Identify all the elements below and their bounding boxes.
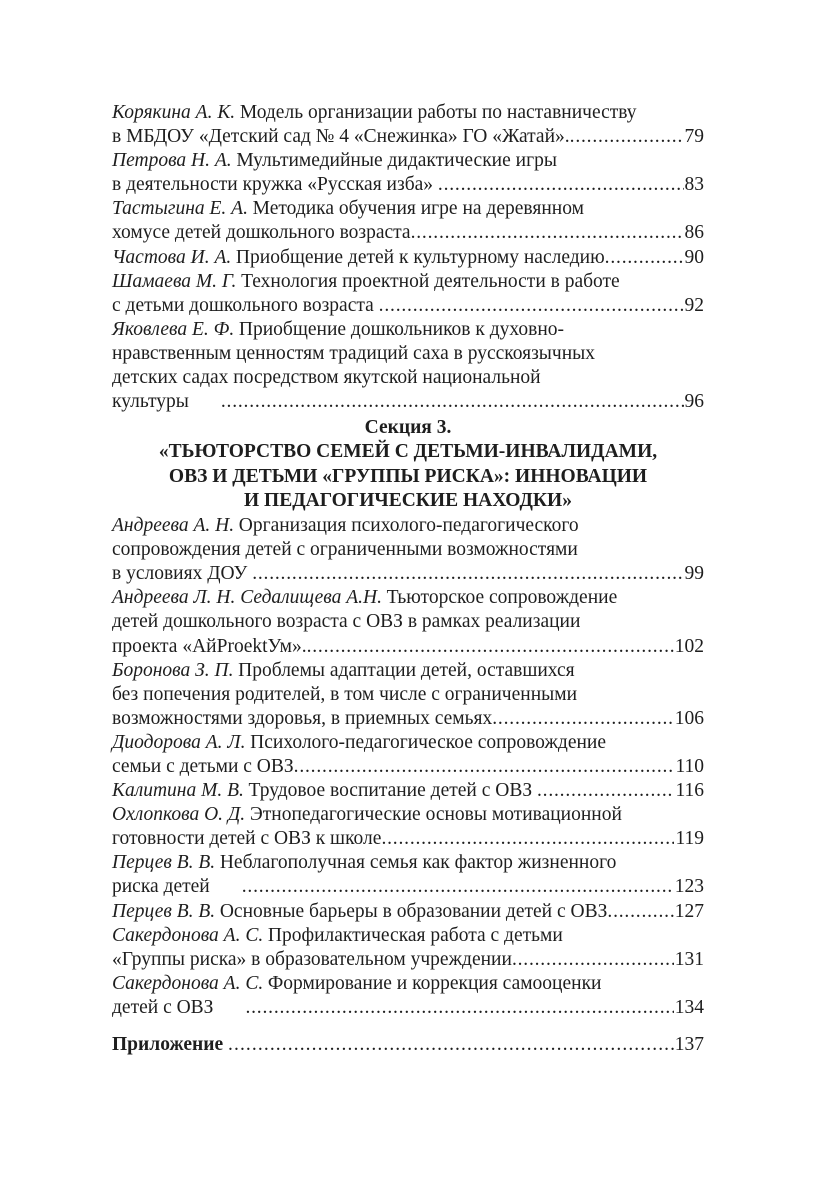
toc-line — [112, 586, 704, 610]
toc-title-text: «Группы риска» в образовательном учреждении — [112, 948, 512, 970]
toc-line — [112, 851, 704, 875]
toc-line — [112, 875, 704, 899]
section-heading-line: ОВЗ И ДЕТЬМИ «ГРУППЫ РИСКА»: ИННОВАЦИИ — [168, 465, 648, 487]
section-heading-line: Секция 3. — [364, 417, 452, 439]
page-number: 116 — [675, 780, 704, 802]
toc-title-text: Профилактическая работа с детьми — [267, 924, 563, 946]
dot-leader — [242, 875, 674, 899]
toc-line — [112, 707, 704, 731]
toc-author: Боронова З. П. — [112, 659, 234, 681]
toc-entry — [112, 803, 704, 851]
toc-title-text: Модель организации работы по наставничеству — [239, 102, 637, 123]
page-number: 92 — [684, 294, 704, 316]
toc-line — [112, 562, 704, 586]
toc-author: Яковлева Е. Ф. — [112, 318, 235, 340]
page-number: 127 — [674, 900, 704, 922]
dot-leader — [570, 125, 684, 149]
toc-title-text: в МБДОУ «Детский сад № 4 «Снежинка» ГО «Жатай». — [112, 126, 570, 148]
toc-entry — [112, 779, 704, 803]
toc-title-text: детей дошкольного возраста с ОВЗ в рамках реализации — [112, 611, 581, 633]
dot-leader — [379, 294, 684, 318]
toc-title-text: Тьюторское сопровождение — [386, 587, 618, 609]
toc-line — [112, 755, 704, 779]
toc-line — [112, 514, 704, 538]
toc-title-text: Технология проектной деятельности в работе — [241, 270, 620, 292]
toc-entry — [112, 900, 704, 924]
toc-line — [112, 246, 704, 270]
toc-author: Охлопкова О. Д. — [112, 804, 246, 826]
toc-title-text: в деятельности кружка «Русская изба» — [112, 174, 438, 196]
page-number: 90 — [684, 246, 704, 268]
page-number: 131 — [674, 948, 704, 970]
toc-line — [112, 390, 704, 414]
toc-title-text: хомусе детей дошкольного возраста — [112, 222, 411, 244]
toc-entry — [112, 731, 704, 779]
toc-line — [112, 827, 704, 851]
toc-title-text: нравственным ценностям традиций саха в русскоязычных — [112, 342, 595, 364]
page-number: 134 — [674, 996, 704, 1018]
toc-entry — [112, 586, 704, 658]
toc-title-text: с детьми дошкольного возраста — [112, 294, 379, 316]
dot-leader — [228, 1033, 674, 1057]
page-number: 96 — [684, 391, 704, 413]
toc-title-text: Основные барьеры в образовании детей с ОВЗ — [219, 900, 608, 922]
toc-line — [112, 1033, 704, 1057]
toc-author: Перцев В. В. — [112, 900, 216, 922]
page-number: 110 — [675, 755, 704, 777]
toc-entry — [112, 197, 704, 245]
section-heading — [112, 416, 704, 513]
toc-line — [112, 996, 704, 1020]
page-number: 79 — [684, 126, 704, 148]
toc-title-text: без попечения родителей, в том числе с ограниченными — [112, 683, 578, 705]
page-number: 137 — [674, 1034, 704, 1055]
toc-title-text: Психолого-педагогическое сопровождение — [250, 731, 607, 753]
toc-entry — [112, 246, 704, 270]
toc-author: Петрова Н. А. — [112, 150, 232, 172]
toc-entry — [112, 318, 704, 414]
toc-title-text: готовности детей с ОВЗ к школе — [112, 828, 382, 850]
toc-line — [112, 342, 704, 366]
toc-title-text: в условиях ДОУ — [112, 563, 253, 585]
dot-leader — [605, 246, 684, 270]
toc-line — [112, 779, 704, 803]
toc-title-text: детских садах посредством якутской национальной — [112, 367, 541, 389]
toc-line — [112, 318, 704, 342]
toc-title-text: Проблемы адаптации детей, оставшихся — [238, 659, 575, 681]
toc-entry — [112, 924, 704, 972]
toc-author: Частова И. А. — [112, 246, 232, 268]
toc-title-text: Трудовое воспитание детей с ОВЗ — [248, 780, 537, 802]
toc-title-text: Этнопедагогические основы мотивационной — [249, 804, 622, 826]
toc-line — [112, 125, 704, 149]
table-of-contents — [112, 101, 704, 1057]
dot-leader — [411, 221, 684, 245]
toc-entry — [112, 514, 704, 586]
toc-entry — [112, 149, 704, 197]
toc-title-text: Формирование и коррекция самооценки — [267, 972, 602, 994]
dot-leader — [307, 635, 674, 659]
toc-line — [112, 101, 704, 125]
toc-line — [112, 924, 704, 948]
page-number: 99 — [684, 563, 704, 585]
toc-line — [112, 683, 704, 707]
toc-author: Андреева Л. Н. Седалищева А.Н. — [112, 587, 382, 609]
toc-title-text: Мультимедийные дидактические игры — [236, 150, 557, 172]
toc-title-text: Методика обучения игре на деревянном — [252, 198, 584, 220]
toc-title-text: Приложение — [112, 1034, 228, 1055]
toc-title-text: возможностями здоровья, в приемных семьях — [112, 707, 493, 729]
toc-title-text: Организация психолого-педагогического — [238, 515, 579, 537]
toc-author: Шамаева М. Г. — [112, 270, 237, 292]
toc-line — [112, 197, 704, 221]
toc-line — [112, 948, 704, 972]
dot-leader — [252, 562, 683, 586]
toc-line — [112, 803, 704, 827]
toc-title-text: Неблагополучная семья как фактор жизненного — [219, 852, 617, 874]
section-heading-line: И ПЕДАГОГИЧЕСКИЕ НАХОДКИ» — [244, 489, 572, 511]
toc-title-text: Приобщение дошкольников к духовно- — [238, 318, 565, 340]
toc-author: Андреева А. Н. — [112, 515, 235, 537]
toc-title-text: сопровождения детей с ограниченными возможностями — [112, 539, 578, 561]
page-number: 106 — [674, 707, 704, 729]
toc-author: Тастыгина Е. А. — [112, 198, 248, 220]
toc-line — [112, 635, 704, 659]
toc-line — [112, 972, 704, 996]
toc-entry — [112, 972, 704, 1020]
toc-entry — [112, 659, 704, 731]
toc-line — [112, 538, 704, 562]
dot-leader — [537, 779, 674, 803]
toc-author: Сакердонова А. С. — [112, 924, 264, 946]
dot-leader — [381, 827, 674, 851]
toc-entry — [112, 101, 704, 149]
page-number: 83 — [684, 174, 704, 196]
toc-author: Сакердонова А. С. — [112, 972, 264, 994]
page-number: 123 — [674, 876, 704, 898]
toc-title-text: риска детей — [112, 876, 210, 898]
toc-title-text: семьи с детьми с ОВЗ — [112, 755, 294, 777]
toc-author: Диодорова А. Л. — [112, 731, 246, 753]
toc-line — [112, 659, 704, 683]
toc-line — [112, 221, 704, 245]
toc-title-text: Приобщение детей к культурному наследию — [235, 246, 605, 268]
toc-line — [112, 270, 704, 294]
dot-leader — [492, 707, 674, 731]
toc-entry — [112, 851, 704, 899]
toc-author: Корякина А. К. — [112, 102, 236, 123]
dot-leader — [294, 755, 675, 779]
toc-line — [112, 149, 704, 173]
dot-leader — [221, 390, 684, 414]
toc-title-text: проекта «АйProektУм». — [112, 635, 307, 657]
toc-entry — [112, 270, 704, 318]
toc-title-text: культуры — [112, 391, 189, 413]
dot-leader — [512, 948, 674, 972]
toc-title-text: детей с ОВЗ — [112, 996, 214, 1018]
toc-line — [112, 900, 704, 924]
toc-line — [112, 731, 704, 755]
toc-author: Перцев В. В. — [112, 852, 216, 874]
page-number: 119 — [675, 828, 704, 850]
page-number: 102 — [674, 635, 704, 657]
toc-entry — [112, 1033, 704, 1057]
toc-line — [112, 610, 704, 634]
toc-line — [112, 294, 704, 318]
toc-line — [112, 173, 704, 197]
dot-leader — [438, 173, 684, 197]
toc-line — [112, 366, 704, 390]
dot-leader — [245, 996, 673, 1020]
toc-author: Калитина М. В. — [112, 780, 244, 802]
page-number: 86 — [684, 222, 704, 244]
section-heading-line: «ТЬЮТОРСТВО СЕМЕЙ С ДЕТЬМИ-ИНВАЛИДАМИ, — [158, 441, 658, 463]
dot-leader — [607, 900, 673, 924]
